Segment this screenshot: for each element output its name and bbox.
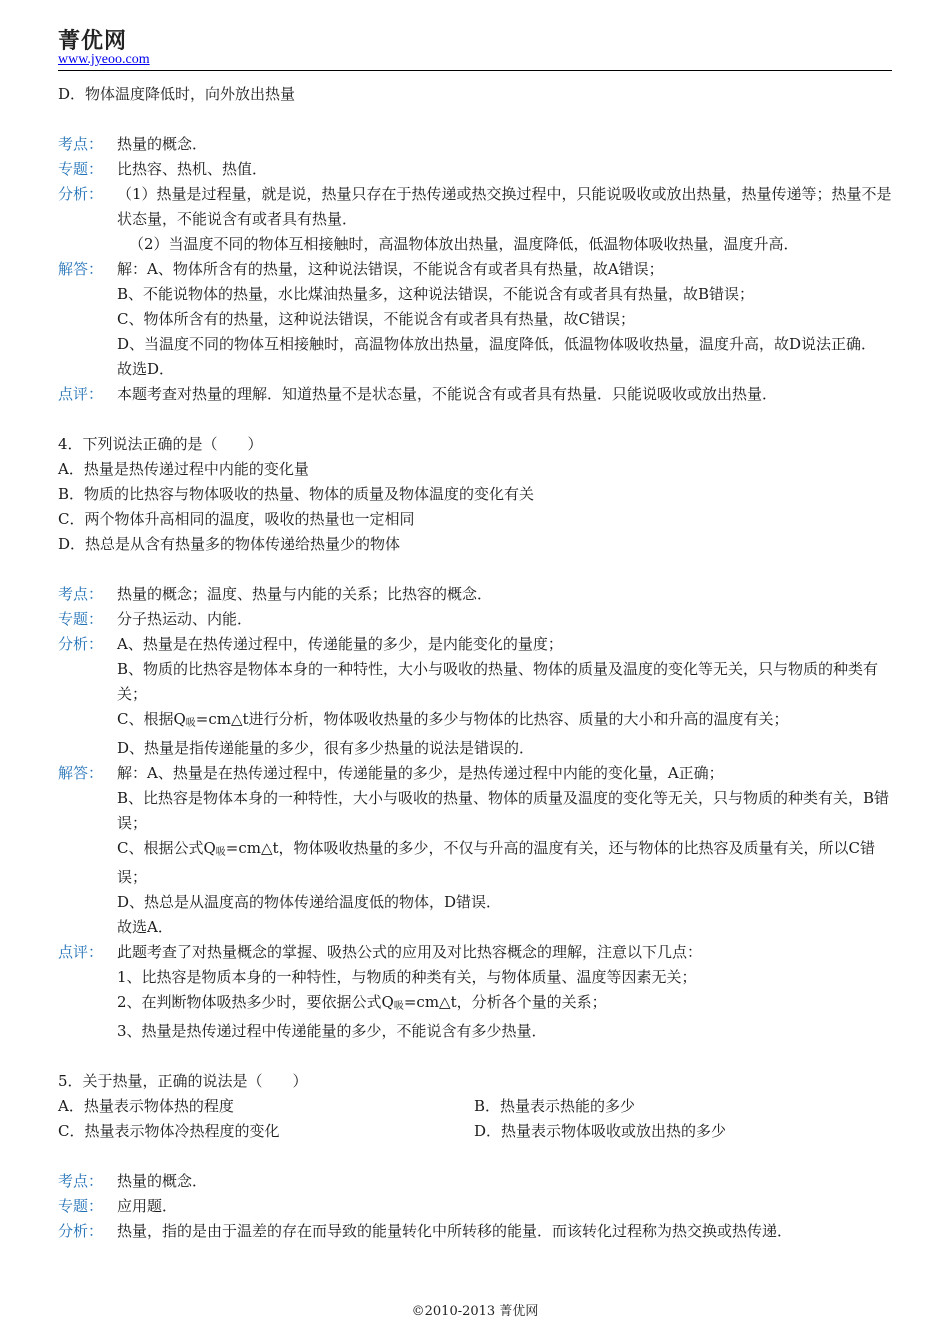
dianping-label: 点评： (58, 943, 104, 961)
a4-dianping: 点评： 此题考查了对热量概念的掌握、吸热公式的应用及对比热容概念的理解，注意以下几点： 1、比热容是物质本身的一种特性，与物质的种类有关，与物体质量、温度等因素无关； 2、在判断物体吸热多少时，要依据公式$Q_吸=cm\triangle t$，分析各个量的关系； 3、热量是热传递过程中传递能量的多少，不能说含有多少热量． (58, 940, 894, 1044)
a3-dianping: 点评： 本题考查对热量的理解．知道热量不是状态量，不能说含有或者具有热量．只能说吸收或放出热量． (58, 382, 894, 407)
a4-jieda: 解答： 解：A、热量是在热传递过程中，传递能量的多少，是热传递过程中内能的变化量，A正确； B、比热容是物体本身的一种特性，大小与吸收的热量、物体的质量及温度的变化等无关，只与物质的种类有关，B错误； C、根据公式$Q_吸=cm\triangle t$，物体吸收热量的多少，不仅与升高的温度有关，还与物体的比热容及质量有关，所以C错误； D、热总是从温度高的物体传递给温度低的物体，D错误． 故选A． (58, 761, 894, 940)
a5-fenxi: 分析： 热量，指的是由于温差的存在而导致的能量转化中所转移的能量．而该转化过程称为热交换或热传递． (58, 1219, 894, 1244)
fenxi-label: 分析： (58, 185, 104, 203)
a4-dianping-2: 2、在判断物体吸热多少时，要依据公式$Q_吸=cm\triangle t$，分析各个量的关系； (117, 993, 607, 1012)
q5-options-row-2 (58, 1119, 894, 1144)
q4-option-d: D．热总是从含有热量多的物体传递给热量少的物体 (58, 535, 401, 553)
a4-fenxi: 分析： A、热量是在热传递过程中，传递能量的多少，是内能变化的量度； B、物质的比热容是物体本身的一种特性，大小与吸收的热量、物体的质量及温度的变化等无关，只与物质的种类有关； C、根据$Q_吸=cm\triangle t$进行分析，物体吸收热量的多少与物体的比热容、质量的大小和升高的温度有关； D、热量是指传递能量的多少，很有多少热量的说法是错误的． (58, 632, 894, 761)
a5-zhuanti: 专题： 应用题． (58, 1194, 894, 1219)
fenxi-label: 分析： (58, 1222, 104, 1240)
a4-fenxi-c: C、根据$Q_吸=cm\triangle t$进行分析，物体吸收热量的多少与物体的比热容、质量的大小和升高的温度有关； (117, 710, 789, 729)
a4-zhuanti: 专题： 分子热运动、内能． (58, 607, 894, 632)
a5-kaodian: 考点： 热量的概念． (58, 1169, 894, 1194)
q4-stem: 4．下列说法正确的是（ ） (58, 435, 263, 453)
site-logo: 菁优网 (58, 29, 128, 54)
q5-option-a: A．热量表示物体热的程度 (58, 1097, 234, 1115)
kaodian-label: 考点： (58, 585, 104, 603)
fenxi-label: 分析： (58, 635, 104, 653)
q3-option-d: D．物体温度降低时，向外放出热量 (58, 85, 296, 103)
zhuanti-label: 专题： (58, 1197, 104, 1215)
document-content (58, 82, 894, 1244)
a4-kaodian: 考点： 热量的概念；温度、热量与内能的关系；比热容的概念． (58, 582, 894, 607)
q5-option-d: D．热量表示物体吸收或放出热的多少 (474, 1122, 727, 1140)
jieda-label: 解答： (58, 764, 104, 782)
zhuanti-label: 专题： (58, 160, 104, 178)
page-footer: ©2010-2013 菁优网 (411, 1304, 539, 1319)
a3-kaodian: 考点： 热量的概念． (58, 132, 894, 157)
q5-option-b: B．热量表示热能的多少 (474, 1097, 636, 1115)
zhuanti-label: 专题： (58, 610, 104, 628)
site-url-link[interactable]: www.jyeoo.com (58, 52, 150, 67)
a3-zhuanti: 专题： 比热容、热机、热值． (58, 157, 894, 182)
kaodian-label: 考点： (58, 135, 104, 153)
kaodian-label: 考点： (58, 1172, 104, 1190)
a3-fenxi: 分析： （1）热量是过程量，就是说，热量只存在于热传递或热交换过程中，只能说吸收或放出热量，热量传递等；热量不是状态量，不能说含有或者具有热量． （2）当温度不同的物体互相接触时，高温物体放出热量，温度降低，低温物体吸收热量，温度升高． (58, 182, 894, 257)
q5-stem: 5．关于热量，正确的说法是（ ） (58, 1072, 308, 1090)
q4-option-a: A．热量是热传递过程中内能的变化量 (58, 460, 309, 478)
q5-option-c: C．热量表示物体冷热程度的变化 (58, 1122, 280, 1140)
jieda-label: 解答： (58, 260, 104, 278)
dianping-label: 点评： (58, 385, 104, 403)
q5-options-row-1 (58, 1094, 894, 1119)
page-header (58, 30, 892, 71)
a3-jieda: 解答： 解：A、物体所含有的热量，这种说法错误，不能说含有或者具有热量，故A错误； B、不能说物体的热量，水比煤油热量多，这种说法错误，不能说含有或者具有热量，故B错误； C、物体所含有的热量，这种说法错误，不能说含有或者具有热量，故C错误； D、当温度不同的物体互相接触时，高温物体放出热量，温度降低，低温物体吸收热量，温度升高，故D说法正确． 故选D． (58, 257, 894, 382)
q4-option-b: B．物质的比热容与物体吸收的热量、物体的质量及物体温度的变化有关 (58, 485, 535, 503)
a4-jieda-c: C、根据公式$Q_吸=cm\triangle t$，物体吸收热量的多少，不仅与升高的温度有关，还与物体的比热容及质量有关，所以C错误； (117, 839, 876, 886)
q4-option-c: C．两个物体升高相同的温度，吸收的热量也一定相同 (58, 510, 415, 528)
